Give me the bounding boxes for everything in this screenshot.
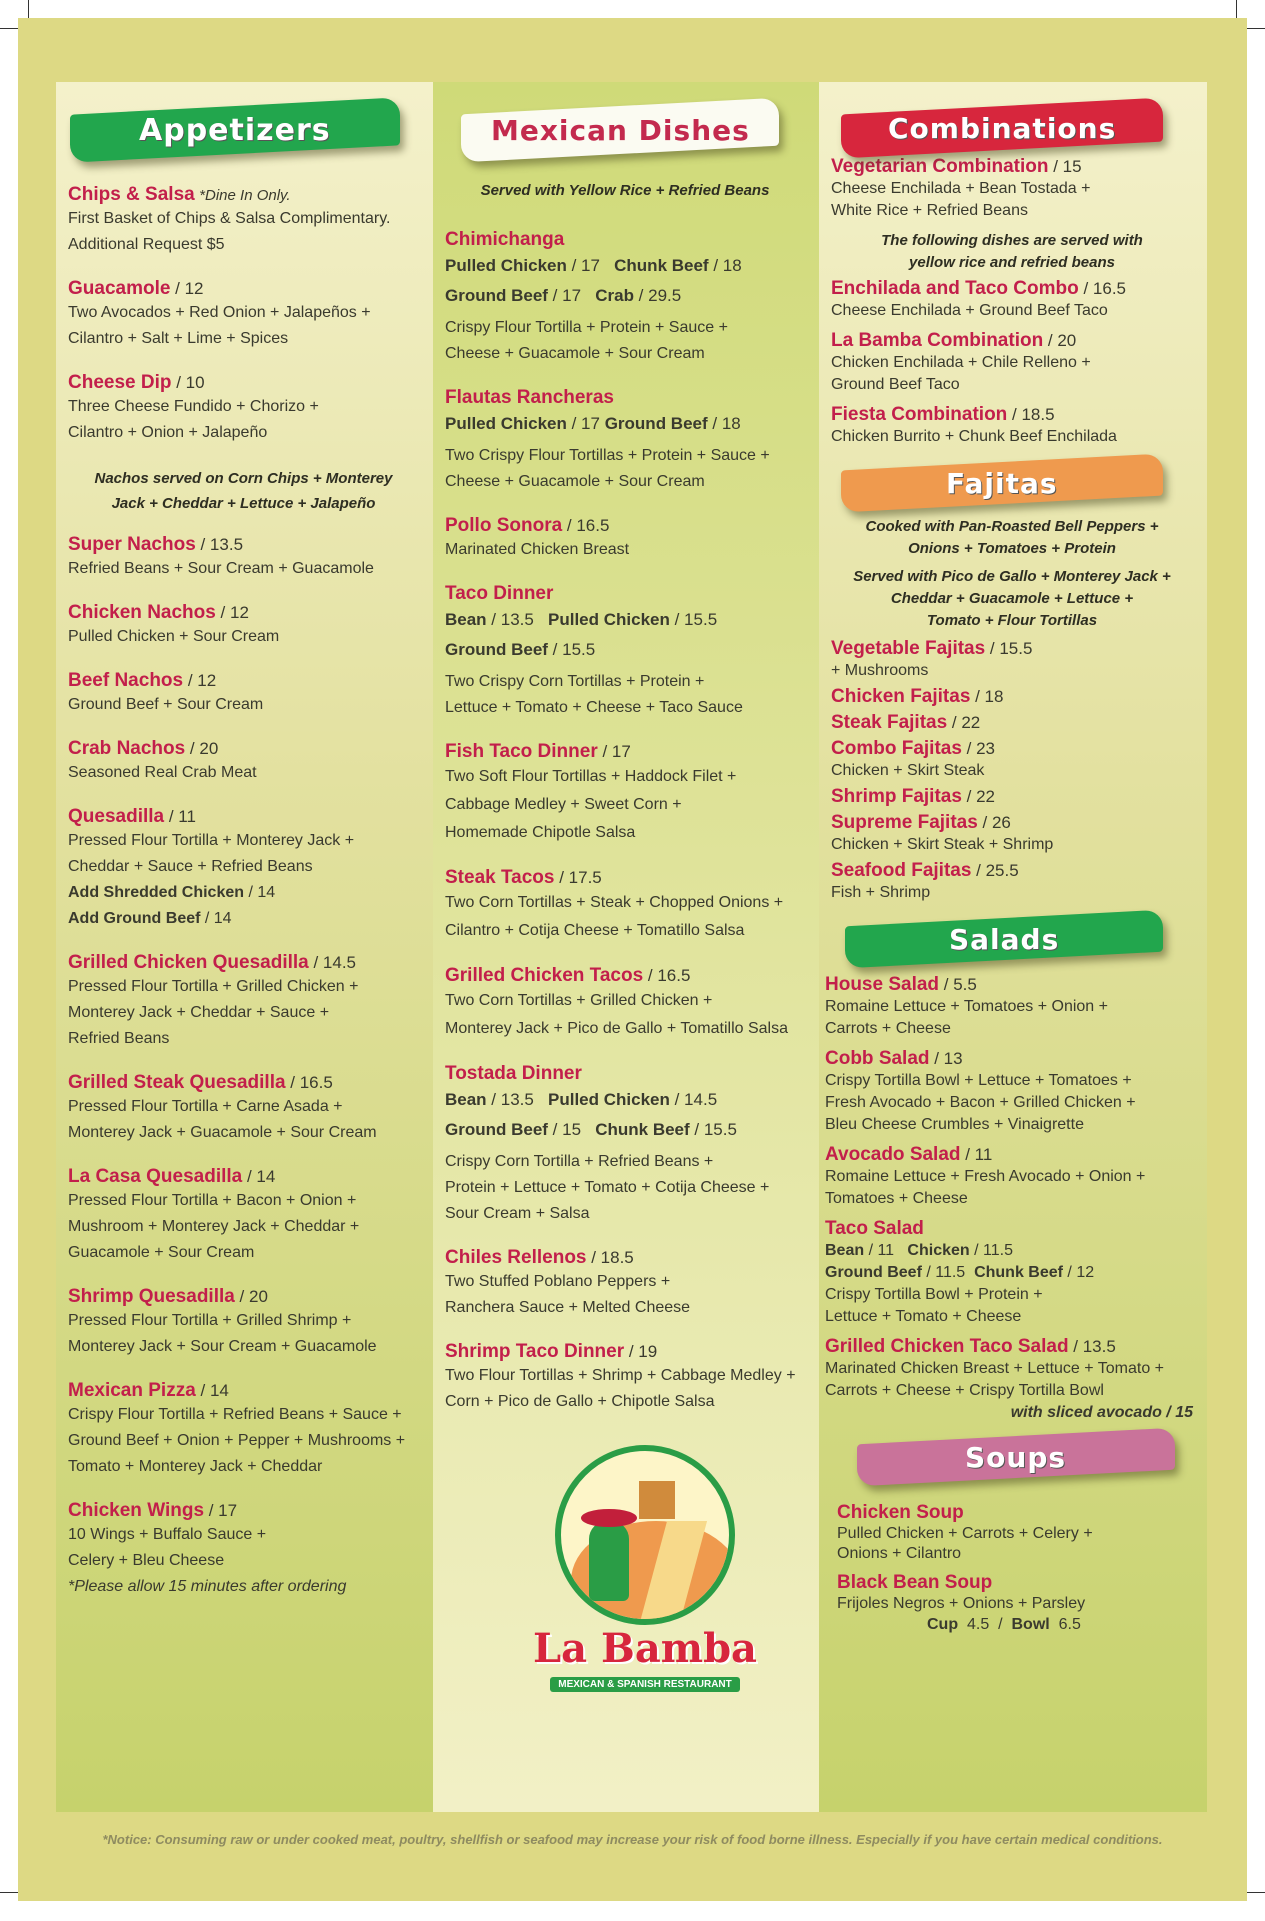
item-price: / 16.5	[562, 516, 610, 535]
section-title: Salads	[948, 922, 1060, 956]
nachos-note: Nachos served on Corn Chips + Monterey Jack + Cheddar + Lettuce + Jalapeño	[94, 470, 393, 512]
item-price: / 22	[961, 787, 996, 806]
menu-item	[825, 974, 1193, 1040]
item-desc: Cheese Enchilada + Bean Tostada + White Rice + Refried Beans	[831, 180, 1091, 219]
item-price: / 12	[215, 603, 249, 622]
item-name: Flautas Rancheras	[445, 387, 614, 408]
item-price: / 25.5	[971, 861, 1019, 880]
item-price: / 12	[183, 671, 217, 690]
item-desc: Romaine Lettuce + Tomatoes + Onion + Carrots + Cheese	[825, 998, 1108, 1037]
menu-item	[68, 952, 419, 1052]
item-price: / 20	[234, 1287, 268, 1306]
item-price: / 17.5	[554, 868, 602, 887]
mexican-dishes-banner	[433, 96, 819, 166]
item-price: / 16.5	[643, 966, 691, 985]
item-desc: Romaine Lettuce + Fresh Avocado + Onion + Tomatoes + Cheese	[825, 1168, 1146, 1207]
item-price: / 14.5	[308, 953, 357, 972]
item-name: Beef Nachos	[68, 670, 184, 691]
item-name: Chips & Salsa	[68, 184, 195, 205]
option-label: Ground Beef	[825, 1264, 922, 1281]
menu-item	[825, 1048, 1193, 1136]
item-name: Chicken Fajitas	[831, 686, 971, 707]
item-name: House Salad	[825, 974, 940, 995]
item-name: Shrimp Fajitas	[831, 786, 962, 807]
item-price: / 10	[171, 373, 205, 392]
menu-item	[831, 786, 1193, 808]
item-desc: Pulled Chicken + Carrots + Celery + Onions + Cilantro	[837, 1525, 1093, 1562]
option-price: / 18	[707, 414, 741, 433]
option-label: Pulled Chicken	[445, 256, 567, 275]
item-price: / 13.5	[195, 535, 244, 554]
item-desc: Pressed Flour Tortilla + Carne Asada + Monterey Jack + Guacamole + Sour Cream	[68, 1098, 377, 1141]
item-desc: Crispy Tortilla Bowl + Protein + Lettuce + Tomato + Cheese	[825, 1286, 1043, 1325]
item-price: / 5.5	[939, 975, 977, 994]
menu-item	[68, 602, 419, 650]
item-desc: Pressed Flour Tortilla + Monterey Jack + Cheddar + Sauce + Refried Beans	[68, 832, 355, 875]
option-price: / 13.5	[486, 610, 534, 629]
item-price: / 14	[242, 1167, 276, 1186]
item-price: / 17	[204, 1501, 238, 1520]
addon-price: / 14	[200, 910, 232, 927]
menu-item	[445, 1247, 805, 1321]
logo-tagline: MEXICAN & SPANISH RESTAURANT	[550, 1677, 740, 1692]
la-bamba-logo	[445, 1445, 805, 1705]
menu-item	[445, 1341, 805, 1415]
menu-item	[837, 1502, 1193, 1564]
item-desc: Crispy Corn Tortilla + Refried Beans + Protein + Lettuce + Tomato + Cotija Cheese + Sour Cream + Salsa	[445, 1153, 770, 1222]
item-name: Crab Nachos	[68, 738, 186, 759]
item-desc: Crispy Flour Tortilla + Refried Beans + Sauce + Ground Beef + Onion + Pepper + Mushrooms + Tomato + Monterey Jack + Cheddar	[68, 1406, 406, 1475]
item-price: / 26	[977, 813, 1011, 832]
section-title: Appetizers	[139, 112, 331, 148]
item-desc: First Basket of Chips & Salsa Complimentary. Additional Request $5	[68, 210, 391, 253]
item-desc: Two Stuffed Poblano Peppers + Ranchera Sauce + Melted Cheese	[445, 1273, 691, 1316]
menu-item	[831, 638, 1193, 682]
option-price: / 15.5	[689, 1120, 737, 1139]
fajitas-banner	[819, 456, 1207, 514]
item-name: Tostada Dinner	[445, 1063, 582, 1084]
crop-mark	[28, 0, 29, 18]
item-name: Grilled Steak Quesadilla	[68, 1072, 286, 1093]
item-desc: Pulled Chicken + Sour Cream	[68, 628, 280, 645]
option-label: Bean	[445, 610, 487, 629]
menu-item	[831, 686, 1193, 708]
bowl-label: Bowl	[1011, 1616, 1050, 1633]
option-label: Pulled Chicken	[548, 610, 670, 629]
option-label: Chicken	[907, 1242, 970, 1259]
item-desc: Two Avocados + Red Onion + Jalapeños + Cilantro + Salt + Lime + Spices	[68, 304, 371, 347]
item-price: / 14	[195, 1381, 229, 1400]
item-name: Pollo Sonora	[445, 515, 563, 536]
item-desc: Chicken + Skirt Steak + Shrimp	[831, 836, 1054, 853]
item-name: Quesadilla	[68, 806, 165, 827]
item-price: / 18	[970, 687, 1004, 706]
menu-item	[445, 387, 805, 495]
menu-item	[445, 515, 805, 563]
item-name: Supreme Fajitas	[831, 812, 978, 833]
menu-item	[831, 738, 1193, 782]
item-name: Vegetable Fajitas	[831, 638, 986, 659]
logo-name: La Bamba	[533, 1625, 757, 1672]
option-price: / 18	[708, 256, 742, 275]
item-price: / 13	[929, 1049, 963, 1068]
item-desc: Crispy Tortilla Bowl + Lettuce + Tomatoes + Fresh Avocado + Bacon + Grilled Chicken + Bleu Cheese Crumbles + Vinaigrette	[825, 1072, 1136, 1133]
item-price: / 13.5	[1068, 1337, 1116, 1356]
item-price: / 22	[947, 713, 981, 732]
item-name: Chimichanga	[445, 229, 565, 250]
item-desc: Marinated Chicken Breast	[445, 541, 630, 558]
item-desc: Three Cheese Fundido + Chorizo + Cilantro + Onion + Jalapeño	[68, 398, 319, 441]
menu-item	[68, 1286, 419, 1360]
item-name: Chicken Nachos	[68, 602, 216, 623]
menu-item	[831, 156, 1193, 222]
section-subtitle: Served with Yellow Rice + Refried Beans	[480, 182, 770, 199]
menu-item	[825, 1336, 1193, 1424]
item-price: / 11	[164, 807, 196, 826]
option-price: / 15.5	[669, 610, 718, 629]
item-name: Chiles Rellenos	[445, 1247, 587, 1268]
soups-banner	[819, 1432, 1207, 1492]
item-note: *Dine In Only.	[199, 187, 291, 204]
crop-mark	[0, 28, 18, 29]
item-price: / 19	[624, 1342, 658, 1361]
item-name: Steak Tacos	[445, 867, 555, 888]
item-desc: Refried Beans + Sour Cream + Guacamole	[68, 560, 374, 577]
item-name: Cheese Dip	[68, 372, 172, 393]
item-desc: Pressed Flour Tortilla + Bacon + Onion + Mushroom + Monterey Jack + Cheddar + Guacamole + Sour Cream	[68, 1192, 360, 1261]
item-desc: 10 Wings + Buffalo Sauce + Celery + Bleu Cheese	[68, 1526, 267, 1569]
item-name: Grilled Chicken Tacos	[445, 965, 644, 986]
item-name: Seafood Fajitas	[831, 860, 972, 881]
option-price: / 15.5	[547, 640, 596, 659]
item-name: Guacamole	[68, 278, 171, 299]
menu-item	[68, 806, 419, 932]
item-name: Enchilada and Taco Combo	[831, 278, 1079, 299]
option-price: / 12	[1062, 1264, 1095, 1281]
item-name: Taco Dinner	[445, 583, 554, 604]
item-name: Mexican Pizza	[68, 1380, 196, 1401]
item-name: Steak Fajitas	[831, 712, 948, 733]
item-price: / 15.5	[985, 639, 1033, 658]
item-desc: Pressed Flour Tortilla + Grilled Shrimp + Monterey Jack + Sour Cream + Guacamole	[68, 1312, 377, 1355]
addon-label: Add Ground Beef	[68, 910, 201, 927]
item-note: *Please allow 15 minutes after ordering	[68, 1578, 347, 1595]
appetizers-column	[56, 82, 433, 1812]
option-price: / 11	[864, 1242, 895, 1259]
section-title: Combinations	[887, 111, 1117, 145]
crop-mark	[1236, 0, 1237, 18]
crop-mark	[0, 1892, 18, 1893]
option-label: Chunk Beef	[595, 1120, 690, 1139]
cup-label: Cup	[927, 1616, 959, 1633]
item-name: Shrimp Quesadilla	[68, 1286, 235, 1307]
menu-item	[68, 1380, 419, 1480]
item-price: / 18.5	[586, 1248, 634, 1267]
item-name: Grilled Chicken Taco Salad	[825, 1336, 1069, 1357]
combinations-note: The following dishes are served with yellow rice and refried beans	[881, 232, 1143, 271]
item-price: / 16.5	[1078, 279, 1126, 298]
option-label: Ground Beef	[445, 640, 548, 659]
option-price: / 29.5	[633, 286, 682, 305]
item-price: / 20	[1043, 331, 1077, 350]
item-name: Taco Salad	[825, 1218, 924, 1239]
item-desc: Two Crispy Corn Tortillas + Protein + Lettuce + Tomato + Cheese + Taco Sauce	[445, 673, 743, 716]
menu-item	[68, 738, 419, 786]
option-label: Crab	[595, 286, 634, 305]
menu-item	[831, 404, 1193, 448]
menu-item	[825, 1144, 1193, 1210]
option-price: / 17	[547, 286, 582, 305]
item-desc: Seasoned Real Crab Meat	[68, 764, 257, 781]
menu-page	[18, 18, 1247, 1901]
menu-item	[445, 229, 805, 367]
item-extra: with sliced avocado / 15	[1010, 1404, 1193, 1421]
item-price: / 20	[185, 739, 219, 758]
item-desc: Cheese Enchilada + Ground Beef Taco	[831, 302, 1108, 319]
fajitas-note: Served with Pico de Gallo + Monterey Jack + Cheddar + Guacamole + Lettuce + Tomato + Flour Tortillas	[853, 568, 1171, 629]
item-desc: Ground Beef + Sour Cream	[68, 696, 264, 713]
menu-item	[837, 1572, 1193, 1636]
right-column	[819, 82, 1207, 1812]
option-label: Ground Beef	[445, 286, 548, 305]
option-price: / 17	[566, 256, 600, 275]
option-price: / 11.5	[969, 1242, 1013, 1259]
menu-item	[445, 965, 805, 1043]
item-price: / 12	[170, 279, 204, 298]
menu-item	[831, 712, 1193, 734]
menu-item	[68, 184, 419, 258]
menu-item	[445, 1063, 805, 1227]
option-price: / 17	[566, 414, 600, 433]
salads-banner	[819, 912, 1207, 974]
menu-item	[831, 330, 1193, 396]
option-label: Chunk Beef	[974, 1264, 1063, 1281]
menu-item	[68, 278, 419, 352]
item-name: Chicken Wings	[68, 1500, 205, 1521]
item-name: Chicken Soup	[837, 1502, 964, 1523]
item-name: Shrimp Taco Dinner	[445, 1341, 625, 1362]
menu-item	[445, 583, 805, 721]
menu-item	[68, 1500, 419, 1600]
option-label: Ground Beef	[604, 414, 708, 433]
addon-price: / 14	[244, 884, 276, 901]
item-desc: Chicken Enchilada + Chile Relleno + Ground Beef Taco	[831, 354, 1091, 393]
menu-item	[831, 278, 1193, 322]
section-title: Mexican Dishes	[490, 113, 750, 147]
section-title: Fajitas	[946, 466, 1058, 500]
bowl-price: 6.5	[1058, 1616, 1081, 1633]
option-price: / 13.5	[486, 1090, 534, 1109]
item-price: / 18.5	[1007, 405, 1055, 424]
item-desc: Fish + Shrimp	[831, 884, 931, 901]
item-name: Cobb Salad	[825, 1048, 930, 1069]
option-label: Pulled Chicken	[548, 1090, 670, 1109]
health-notice: *Notice: Consuming raw or under cooked meat, poultry, shellfish or seafood may increase your risk of food borne illness. Especially if you have certain medical conditions.	[102, 1832, 1163, 1847]
item-price: / 11	[960, 1145, 993, 1164]
menu-item	[68, 670, 419, 718]
crop-mark	[1247, 1892, 1265, 1893]
item-desc: Marinated Chicken Breast + Lettuce + Tomato + Carrots + Cheese + Crispy Tortilla Bowl	[825, 1360, 1165, 1399]
item-price: / 23	[961, 739, 995, 758]
item-desc: Two Soft Flour Tortillas + Haddock Filet + Cabbage Medley + Sweet Corn + Homemade Chipotle Salsa	[445, 768, 737, 841]
menu-item	[831, 812, 1193, 856]
item-price: / 16.5	[285, 1073, 333, 1092]
item-desc: Two Flour Tortillas + Shrimp + Cabbage Medley + Corn + Pico de Gallo + Chipotle Salsa	[445, 1367, 796, 1410]
item-desc: Pressed Flour Tortilla + Grilled Chicken + Monterey Jack + Cheddar + Sauce + Refried Beans	[68, 978, 359, 1047]
menu-item	[68, 372, 419, 446]
section-title: Soups	[965, 1440, 1067, 1474]
item-name: Super Nachos	[68, 534, 196, 555]
item-price: / 17	[597, 742, 631, 761]
item-desc: Crispy Flour Tortilla + Protein + Sauce + Cheese + Guacamole + Sour Cream	[445, 319, 728, 362]
menu-item	[68, 1166, 419, 1266]
appetizers-banner	[56, 96, 433, 166]
item-desc: Two Corn Tortillas + Steak + Chopped Onions + Cilantro + Cotija Cheese + Tomatillo Salsa	[445, 894, 784, 939]
option-label: Bean	[825, 1242, 865, 1259]
option-label: Bean	[445, 1090, 487, 1109]
item-desc: Chicken + Skirt Steak	[831, 762, 985, 779]
soup-sizes: Cup 4.5 / Bowl 6.5	[927, 1616, 1081, 1633]
item-name: Avocado Salad	[825, 1144, 961, 1165]
menu-item	[445, 741, 805, 847]
item-name: La Casa Quesadilla	[68, 1166, 243, 1187]
item-desc: + Mushrooms	[831, 662, 929, 679]
menu-item	[68, 1072, 419, 1146]
item-desc: Two Corn Tortillas + Grilled Chicken + Monterey Jack + Pico de Gallo + Tomatillo Salsa	[445, 992, 788, 1037]
option-price: / 14.5	[669, 1090, 718, 1109]
addon-label: Add Shredded Chicken	[68, 884, 245, 901]
option-label: Pulled Chicken	[445, 414, 567, 433]
mexican-dishes-column	[433, 82, 819, 1812]
item-desc: Frijoles Negros + Onions + Parsley	[837, 1595, 1086, 1612]
cup-price: 4.5	[967, 1616, 990, 1633]
fajitas-note: Cooked with Pan-Roasted Bell Peppers + Onions + Tomatoes + Protein	[865, 518, 1159, 557]
menu-item	[445, 867, 805, 945]
item-name: Black Bean Soup	[837, 1572, 993, 1593]
combinations-banner	[819, 96, 1207, 156]
item-name: Fish Taco Dinner	[445, 741, 598, 762]
menu-item	[825, 1218, 1193, 1328]
menu-item	[831, 860, 1193, 904]
option-price: / 15	[547, 1120, 582, 1139]
item-price: / 15	[1048, 157, 1082, 176]
item-name: La Bamba Combination	[831, 330, 1044, 351]
menu-item	[68, 534, 419, 582]
item-desc: Chicken Burrito + Chunk Beef Enchilada	[831, 428, 1117, 445]
option-label: Chunk Beef	[614, 256, 709, 275]
crop-mark	[1247, 28, 1265, 29]
option-label: Ground Beef	[445, 1120, 548, 1139]
logo-emblem-icon	[555, 1445, 735, 1625]
item-name: Combo Fajitas	[831, 738, 962, 759]
item-name: Grilled Chicken Quesadilla	[68, 952, 309, 973]
item-name: Fiesta Combination	[831, 404, 1008, 425]
option-price: / 11.5	[921, 1264, 966, 1281]
item-desc: Two Crispy Flour Tortillas + Protein + Sauce + Cheese + Guacamole + Sour Cream	[445, 447, 770, 490]
item-name: Vegetarian Combination	[831, 156, 1049, 177]
